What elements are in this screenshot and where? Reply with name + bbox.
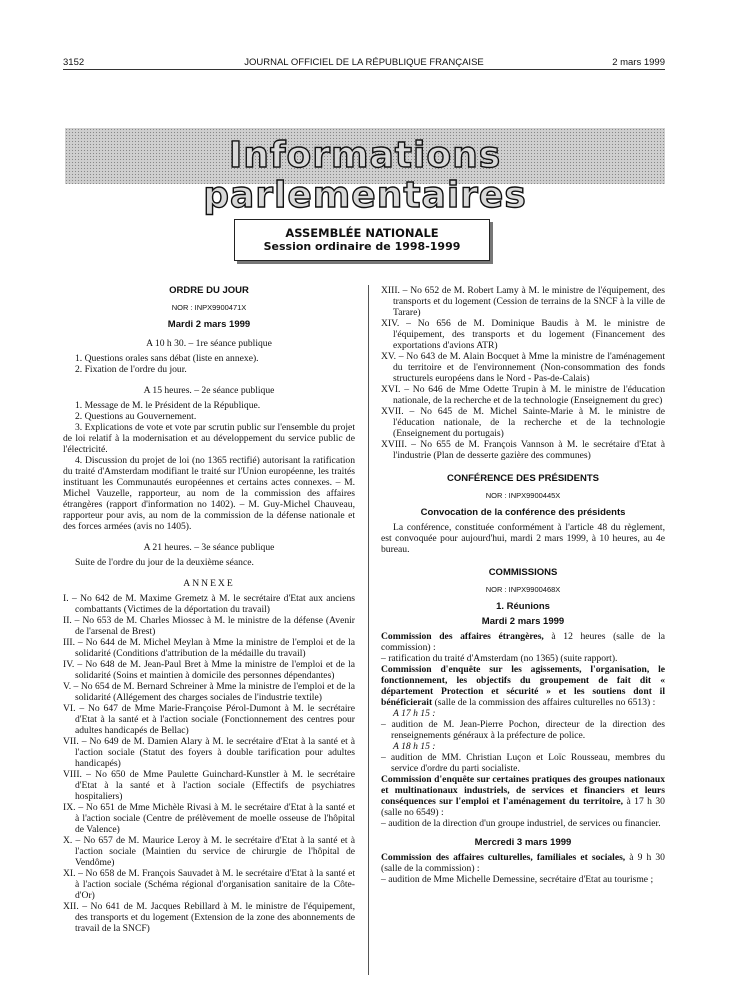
session-1-item: 1. Questions orales sans débat (liste en annexe). xyxy=(75,353,259,364)
issue-date: 2 mars 1999 xyxy=(612,57,665,68)
annexe-item: XVI. – No 646 de Mme Odette Trupin à M. le ministre de l'éducation nationale, de la recherche et de la technologie (Enseignement du grec) xyxy=(381,384,665,406)
session-3-text: Suite de l'ordre du jour de la deuxième séance. xyxy=(75,557,254,568)
annexe-item: III. – No 644 de M. Michel Meylan à Mme la ministre de l'emploi et de la solidarité (Conditions d'attribution de la médaille du travail) xyxy=(63,637,355,659)
column-divider xyxy=(368,285,369,975)
banner-title: Informations parlementaires xyxy=(203,135,527,216)
conference-heading: CONFÉRENCE DES PRÉSIDENTS xyxy=(446,473,600,484)
annexe-item: II. – No 653 de M. Charles Miossec à M. le ministre de la défense (Avenir de l'arsenal de Brest) xyxy=(63,615,355,637)
commission-title: Commission d'enquête sur certaines pratiques des groupes nationaux et multinationaux industriels, de services et financiers et leurs conséquences sur l'emploi et l'aménagement du territoire, xyxy=(381,774,665,807)
session-2-item: 4. Discussion du projet de loi (no 1365 rectifié) autorisant la ratification du traité d'Amsterdam modifiant le traité sur l'Union européenne, les traités instituant les Communautés européennes et certains actes connexes. – M. Michel Vauzelle, rapporteur, au nom de la commission des affaires étrangères (rapport d'information no 1402). – M. Guy-Michel Chauveau, rapporteur pour avis, au nom de la commission de la défense nationale et des forces armées (avis no 1405). xyxy=(63,455,355,532)
agenda-date: Mardi 2 mars 1999 xyxy=(167,319,251,330)
annexe-item: V. – No 654 de M. Bernard Schreiner à Mme la ministre de l'emploi et de la solidarité (Allégement des charges sociales de l'industrie textile) xyxy=(63,681,355,703)
annexe-heading: ANNEXE xyxy=(183,578,235,589)
session-2-item: 2. Questions au Gouvernement. xyxy=(75,411,197,422)
commission-entry xyxy=(381,664,665,708)
commission-item: – ratification du traité d'Amsterdam (no 1365) (suite rapport). xyxy=(381,653,618,664)
annexe-item: I. – No 642 de M. Maxime Gremetz à M. le secrétaire d'Etat aux anciens combattants (Victimes de la déportation du travail) xyxy=(63,593,355,615)
commission-entry xyxy=(381,774,665,818)
commission-item: – audition de MM. Christian Luçon et Loïc Rousseau, membres du service d'ordre du parti socialiste. xyxy=(381,752,665,774)
commission-details: à 9 h 30 (salle de la commission) : xyxy=(381,852,665,874)
conference-text: La conférence, constituée conformément à l'article 48 du règlement, est convoquée pour aujourd'hui, mardi 2 mars 1999, à 10 heures, au 4e bureau. xyxy=(381,522,665,555)
ordre-du-jour-heading: ORDRE DU JOUR xyxy=(169,285,249,296)
commission-title: Commission des affaires étrangères, xyxy=(381,631,544,642)
session-2-item: 1. Message de M. le Président de la République. xyxy=(75,400,261,411)
annexe-item: XI. – No 658 de M. François Sauvadet à M. le secrétaire d'Etat à la santé et à l'action sociale (Schéma régional d'organisation sanitaire de la Côte-d'Or) xyxy=(63,868,355,901)
commission-item: – audition de M. Jean-Pierre Pochon, directeur de la direction des renseignements généraux à la préfecture de police. xyxy=(381,719,665,741)
annexe-item: XII. – No 641 de M. Jacques Rebillard à M. le ministre de l'équipement, des transports et du logement (Extension de la zone des abonnements de travail de la SNCF) xyxy=(63,901,355,934)
commission-title: Commission des affaires culturelles, familiales et sociales, xyxy=(381,852,626,863)
page-number: 3152 xyxy=(63,57,85,68)
conference-subheading: Convocation de la conférence des présidents xyxy=(420,507,626,518)
annexe-item: VII. – No 649 de M. Damien Alary à M. le secrétaire d'Etat à la santé et à l'action sociale (Statut des foyers à double tarification pour adultes handicapés) xyxy=(63,736,355,769)
annexe-item: XVII. – No 645 de M. Michel Sainte-Marie à M. le ministre de l'éducation nationale, de la recherche et de la technologie (Enseignement du portugais) xyxy=(381,406,665,439)
commission-item: – audition de la direction d'un groupe industriel, de services ou financier. xyxy=(381,818,661,829)
nor-reference: NOR : INPX9900468X xyxy=(485,585,561,594)
section-banner xyxy=(65,128,665,216)
commissions-heading: COMMISSIONS xyxy=(488,567,558,578)
commission-details: (salle de la commission des affaires culturelles no 6513) : xyxy=(434,697,656,708)
session-2-item: 3. Explications de vote et vote par scrutin public sur l'ensemble du projet de loi relatif à la modernisation et au développement du service public de l'électricité. xyxy=(63,422,355,455)
header-rule xyxy=(63,69,665,70)
annexe-item: VI. – No 647 de Mme Marie-Françoise Pérol-Dumont à M. le secrétaire d'Etat à la santé et à l'action sociale (Fonctionnement des centres pour adultes handicapés de Bellac) xyxy=(63,703,355,736)
session-1-time: A 10 h 30. – 1re séance publique xyxy=(146,338,272,349)
annexe-item: XIII. – No 652 de M. Robert Lamy à M. le ministre de l'équipement, des transports et du logement (Cession de terrains de la SNCF à la ville de Tarare) xyxy=(381,285,665,318)
left-column xyxy=(63,285,355,934)
annexe-item: IX. – No 651 de Mme Michèle Rivasi à M. le secrétaire d'Etat à la santé et à l'action sociale (Centre de prélèvement de moelle osseuse de l'hôpital de Valence) xyxy=(63,802,355,835)
assembly-title: ASSEMBLÉE NATIONALE xyxy=(285,226,439,240)
meeting-date: Mercredi 3 mars 1999 xyxy=(474,837,572,848)
meeting-time: A 17 h 15 : xyxy=(393,708,436,719)
commission-details: à 17 h 30 (salle no 6549) : xyxy=(381,796,665,818)
journal-title: JOURNAL OFFICIEL DE LA RÉPUBLIQUE FRANÇAISE xyxy=(244,57,484,68)
commission-item: – audition de Mme Michelle Demessine, secrétaire d'Etat au tourisme ; xyxy=(381,874,654,885)
right-column xyxy=(381,285,665,885)
annexe-item: XV. – No 643 de M. Alain Bocquet à Mme la ministre de l'aménagement du territoire et de l'environnement (Non-consommation des fonds structurels européens dans le Nord - Pas-de-Calais) xyxy=(381,351,665,384)
meeting-time: A 18 h 15 : xyxy=(393,741,436,752)
session-1-item: 2. Fixation de l'ordre du jour. xyxy=(75,364,187,375)
annexe-item: VIII. – No 650 de Mme Paulette Guinchard-Kunstler à M. le secrétaire d'Etat à la santé et à l'action sociale (Effectifs de psychiatres hospitaliers) xyxy=(63,769,355,802)
annexe-item: XVIII. – No 655 de M. François Vannson à M. le secrétaire d'Etat à l'industrie (Plan de desserte gazière des communes) xyxy=(381,439,665,461)
commission-title: Commission d'enquête sur les agissements, l'organisation, le fonctionnement, les objectifs du groupement de fait dit « département Protection et sécurité » et les soutiens dont il bénéficierait xyxy=(381,664,665,708)
commission-entry xyxy=(381,631,665,653)
commission-details: à 12 heures (salle de la commission) : xyxy=(381,631,665,653)
reunions-heading: 1. Réunions xyxy=(496,601,550,612)
annexe-item: X. – No 657 de M. Maurice Leroy à M. le secrétaire d'Etat à la santé et à l'action sociale (Maintien du service de chirurgie de l'hôpital de Vendôme) xyxy=(63,835,355,868)
session-2-time: A 15 heures. – 2e séance publique xyxy=(143,385,275,396)
assembly-box xyxy=(234,219,490,261)
annexe-item: IV. – No 648 de M. Jean-Paul Bret à Mme la ministre de l'emploi et de la solidarité (Soins et maintien à domicile des personnes dépendantes) xyxy=(63,659,355,681)
annexe-item: XIV. – No 656 de M. Dominique Baudis à M. le ministre de l'équipement, des transports et du logement (Financement des exportations d'avions ATR) xyxy=(381,318,665,351)
session-3-time: A 21 heures. – 3e séance publique xyxy=(143,542,275,553)
nor-reference: NOR : INPX9900471X xyxy=(171,303,247,312)
nor-reference: NOR : INPX9900445X xyxy=(485,491,561,500)
session-title: Session ordinaire de 1998-1999 xyxy=(263,240,461,253)
commission-entry xyxy=(381,852,665,874)
meeting-date: Mardi 2 mars 1999 xyxy=(481,616,565,627)
